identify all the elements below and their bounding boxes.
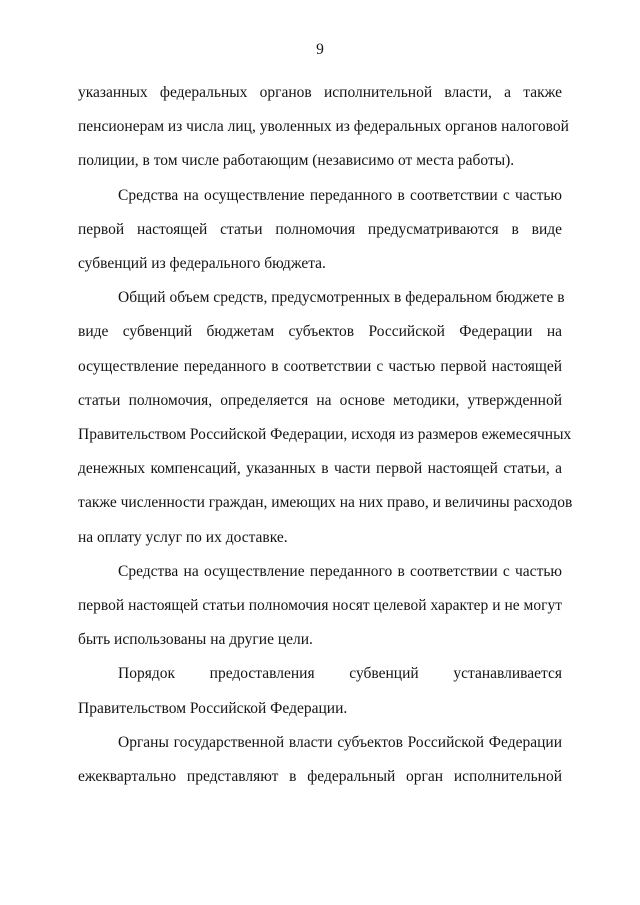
paragraph-line: осуществление переданного в соответствии с частью первой настоящей: [78, 357, 562, 375]
paragraph-line: виде субвенций бюджетам субъектов Российской Федерации на: [78, 323, 562, 341]
paragraph-line: быть использованы на другие цели.: [78, 631, 313, 649]
paragraph-3: [78, 281, 573, 555]
paragraph-line: Правительством Российской Федерации.: [78, 699, 348, 717]
paragraph-line: статьи полномочия, определяется на основе методики, утвержденной: [78, 391, 562, 409]
paragraph-line: Органы государственной власти субъектов Российской Федерации: [118, 733, 562, 751]
paragraph-line: Правительством Российской Федерации, исходя из размеров ежемесячных: [78, 426, 572, 444]
paragraph-line: субвенций из федерального бюджета.: [78, 255, 326, 273]
paragraph-4: [78, 555, 562, 658]
paragraph-6: [78, 726, 562, 794]
paragraph-line: Средства на осуществление переданного в соответствии с частью: [118, 186, 562, 204]
paragraph-5: [78, 657, 562, 725]
paragraph-line: также численности граждан, имеющих на них право, и величины расходов: [78, 494, 573, 512]
paragraph-line: пенсионерам из числа лиц, уволенных из федеральных органов налоговой: [78, 118, 569, 136]
paragraph-line: первой настоящей статьи полномочия носят целевой характер и не могут: [78, 597, 562, 615]
paragraph-line: Общий объем средств, предусмотренных в федеральном бюджете в: [118, 289, 565, 307]
document-body: [78, 76, 573, 794]
paragraph-line: указанных федеральных органов исполнительной власти, а также: [78, 84, 562, 101]
paragraph-line: денежных компенсаций, указанных в части первой настоящей статьи, а: [78, 460, 562, 478]
paragraph-2: [78, 179, 562, 282]
paragraph-line: на оплату услуг по их доставке.: [78, 528, 288, 546]
paragraph-line: Порядок предоставления субвенций устанавливается: [118, 665, 562, 683]
paragraph-1: [78, 76, 569, 179]
paragraph-line: полиции, в том числе работающим (независимо от места работы).: [78, 152, 515, 170]
paragraph-line: первой настоящей статьи полномочия предусматриваются в виде: [78, 220, 562, 238]
paragraph-line: Средства на осуществление переданного в соответствии с частью: [118, 562, 562, 580]
paragraph-line: ежеквартально представляют в федеральный орган исполнительной: [78, 768, 562, 786]
page-number: 9: [316, 41, 324, 58]
